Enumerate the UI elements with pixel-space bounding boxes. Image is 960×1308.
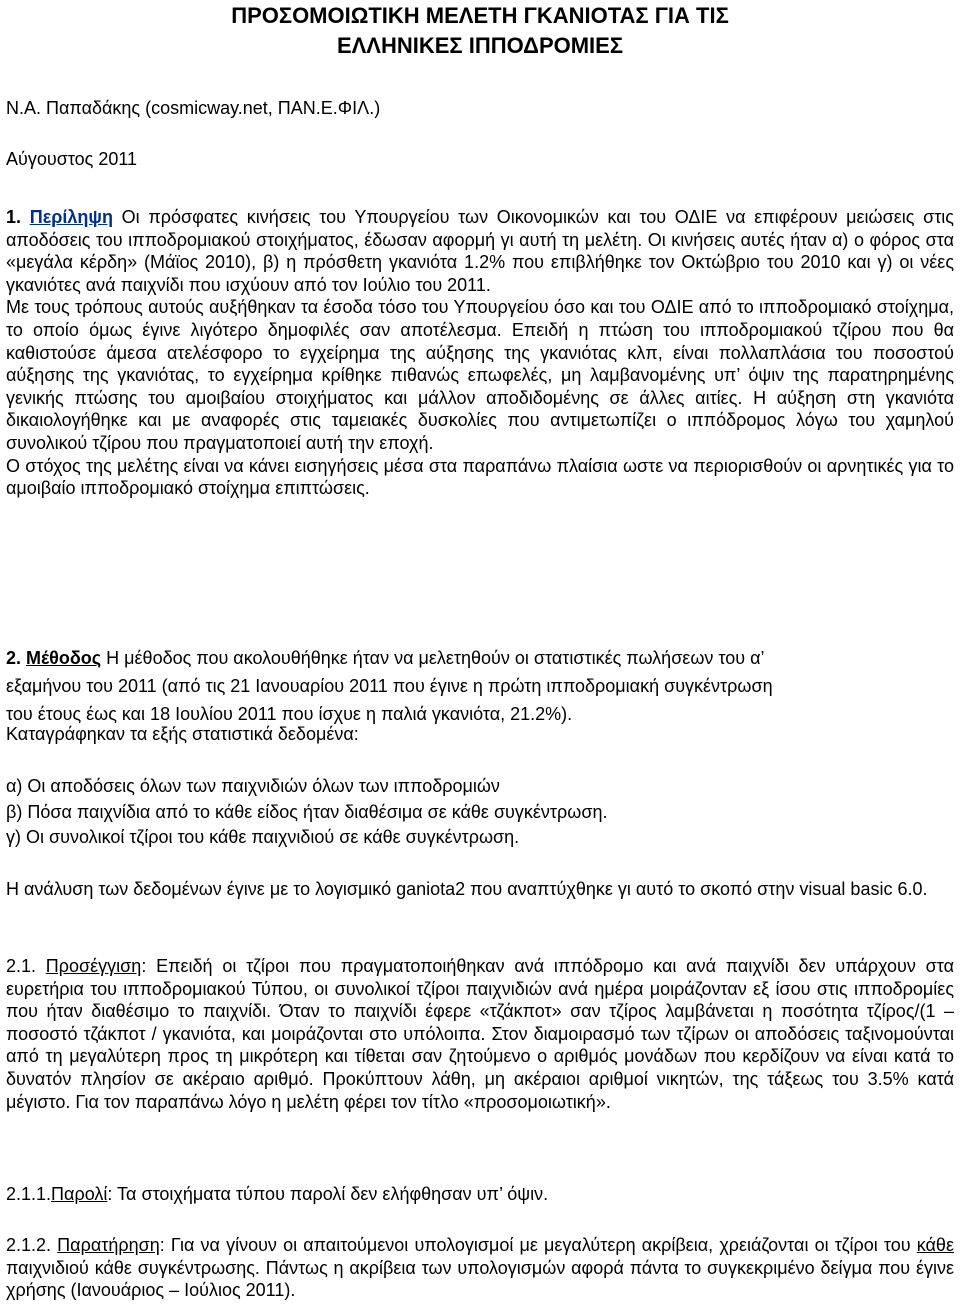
section-2-1-number: 2.1. bbox=[6, 956, 46, 976]
section-2-line-1: 2. Μέθοδος Η μέθοδος που ακολουθήθηκε ήταν να μελετηθούν οι στατιστικές πωλήσεων του α’ bbox=[6, 648, 765, 668]
section-2-heading: Μέθοδος bbox=[26, 648, 102, 668]
section-1-paragraph-3: Ο στόχος της μελέτης είναι να κάνει εισηγήσεις μέσα στα παραπάνω πλαίσια ωστε να περιορισθούν οι αρνητικές για το αμοιβαίο ιπποδρομιακό στοίχημα επιπτώσεις. bbox=[6, 455, 954, 499]
document-title-line-2: ΕΛΛΗΝΙΚΕΣ ΙΠΠΟΔΡΟΜΙΕΣ bbox=[336, 33, 624, 58]
section-2-1-1-heading: Παρολί bbox=[51, 1184, 108, 1204]
section-2-1-1 bbox=[6, 1183, 954, 1206]
section-2-1-heading: Προσέγγιση bbox=[45, 956, 142, 976]
document-title-line-1: ΠΡΟΣΟΜΟΙΩΤΙΚΗ ΜΕΛΕΤΗ ΓΚΑΝΙΟΤΑΣ ΓΙΑ ΤΙΣ bbox=[231, 3, 729, 28]
analysis-paragraph: Η ανάλυση των δεδομένων έγινε με το λογισμικό ganiota2 που αναπτύχθηκε γι αυτό το σκοπό στην visual basic 6.0. bbox=[6, 879, 928, 899]
section-1-number: 1. bbox=[6, 207, 22, 227]
section-2-1-1-text: : Τα στοιχήματα τύπου παρολί δεν ελήφθησαν υπ’ όψιν. bbox=[107, 1184, 549, 1204]
section-2-1 bbox=[6, 955, 954, 1113]
section-2-1-2: 2.1.2. Παρατήρηση: Για να γίνουν οι απαιτούμενοι υπολογισμοί με μεγαλύτερη ακρίβεια, χρειάζονται οι τζίροι του κάθε παιχνιδιού κάθε συγκέντρωσης. Πάντως η ακρίβεια των υπολογισμών αφορά πάντα το συγκεκριμένο δείγμα που έγινε χρήσης (Ιανουάριος – Ιούλιος 2011). bbox=[6, 1235, 954, 1301]
section-1 bbox=[6, 206, 954, 500]
list-item-c: γ) Οι συνολικοί τζίροι του κάθε παιχνιδιού σε κάθε συγκέντρωση. bbox=[6, 827, 520, 847]
section-2-line-2: εξαμήνου του 2011 (από τις 21 Ιανουαρίου 2011 που έγινε η πρώτη ιπποδρομιακή συγκέντρωση bbox=[6, 676, 773, 696]
list-item-a: α) Οι αποδόσεις όλων των παιχνιδιών όλων των ιπποδρομιών bbox=[6, 776, 500, 796]
section-2-1-2-heading: Παρατήρηση bbox=[57, 1235, 160, 1255]
section-2-1-2-number: 2.1.2. bbox=[6, 1235, 58, 1255]
section-2-line-3: του έτους έως και 18 Ιουλίου 2011 που ίσχυε η παλιά γκανιότα, 21.2%). bbox=[6, 704, 573, 724]
emphasis-each: κάθε bbox=[916, 1235, 954, 1255]
section-1-heading: Περίληψη bbox=[29, 207, 113, 227]
section-2-line-4: Καταγράφηκαν τα εξής στατιστικά δεδομένα: bbox=[6, 724, 359, 744]
author-line: Ν.Α. Παπαδάκης (cosmicway.net, ΠΑΝ.Ε.ΦΙΛ.) bbox=[6, 98, 381, 118]
section-2-number: 2. bbox=[6, 648, 22, 668]
section-1-paragraph-2: Με τους τρόπους αυτούς αυξήθηκαν τα έσοδα τόσο του Υπουργείου όσο και του ΟΔΙΕ από το ιπποδρομιακό στοίχημα, το οποίο όμως έγινε λιγότερο δημοφιλές σαν αποτέλεσμα. Επειδή η πτώση του ιπποδρομιακού τζίρου που θα καθιστούσε άμεσα ατελέσφορο το εγχείρημα της αύξησης της γκανιότας κλπ, είναι πολλαπλάσια του ποσοστού αύξησης της γκανιότας, το εγχείρημα κρίθηκε πιθανώς επωφελές, μη λαμβανομένης υπ’ όψιν της παρατηρημένης γενικής πτώσης του αμοιβαίου στοιχήματος και μάλλον αποδιδομένης σε άλλες αιτίες. Η αύξηση στη γκανιότα δικαιολογήθηκε και με αναφορές στις ταμειακές δυσκολίες που αντιμετωπίζει ο ιππόδρομος λόγω του χαμηλού συνολικού τζίρου που πραγματοποιεί αυτή την εποχή. bbox=[6, 297, 954, 453]
section-2-1-1-number: 2.1.1. bbox=[6, 1184, 52, 1204]
section-2-1-text: : Επειδή οι τζίροι που πραγματοποιήθηκαν ανά ιππόδρομο και ανά παιχνίδι δεν υπάρχουν στα ευρετήρια του ιπποδρομιακού Τύπου, οι συνολικοί τζίροι παιχνιδιών ανά ημέρα μοιράζονταν εξ ίσου στις ιπποδρομίες που ήταν διαθέσιμο το παιχνίδι. Όταν το παιχνίδι έφερε «τζάκποτ» σαν τζίρος λαμβάνεται η ποσότητα τζίρος/(1 – ποσοστό τζάκποτ / γκανιότα, και μοιράζονται στο υπόλοιπα. Στον διαμοιρασμό των τζίρων οι αποδόσεις ταξινομούνται από τη μεγαλύτερη προς τη μικρότερη και τίθεται σαν ζητούμενο ο αριθμός μονάδων που κερδίζουν να είναι κατά το δυνατόν πλησίον σε ακέραιο αριθμό. Προκύπτουν λάθη, μη ακέραιοι αριθμοί νικητών, της τάξεως του 3.5% κατά μέγιστο. Για τον παραπάνω λόγο η μελέτη φέρει τον τίτλο «προσομοιωτική». bbox=[6, 956, 954, 1112]
section-1-paragraph-1: Οι πρόσφατες κινήσεις του Υπουργείου των Οικονομικών και του ΟΔΙΕ να επιφέρουν μειώσεις στις αποδόσεις του ιπποδρομιακού στοιχήματος, έδωσαν αφορμή γι αυτή τη μελέτη. Οι κινήσεις αυτές ήταν α) ο φόρος στα «μεγάλα κέρδη» (Μάϊος 2010), β) η πρόσθετη γκανιότα 1.2% που επιβλήθηκε τον Οκτώβριο του 2010 και γ) οι νέες γκανιότες ανά παιχνίδι που ισχύουν από τον Ιούλιο του 2011. bbox=[6, 207, 954, 295]
list-item-b: β) Πόσα παιχνίδια από το κάθε είδος ήταν διαθέσιμα σε κάθε συγκέντρωση. bbox=[6, 802, 608, 822]
date-line: Αύγουστος 2011 bbox=[6, 149, 138, 169]
section-1-summary bbox=[6, 206, 954, 296]
